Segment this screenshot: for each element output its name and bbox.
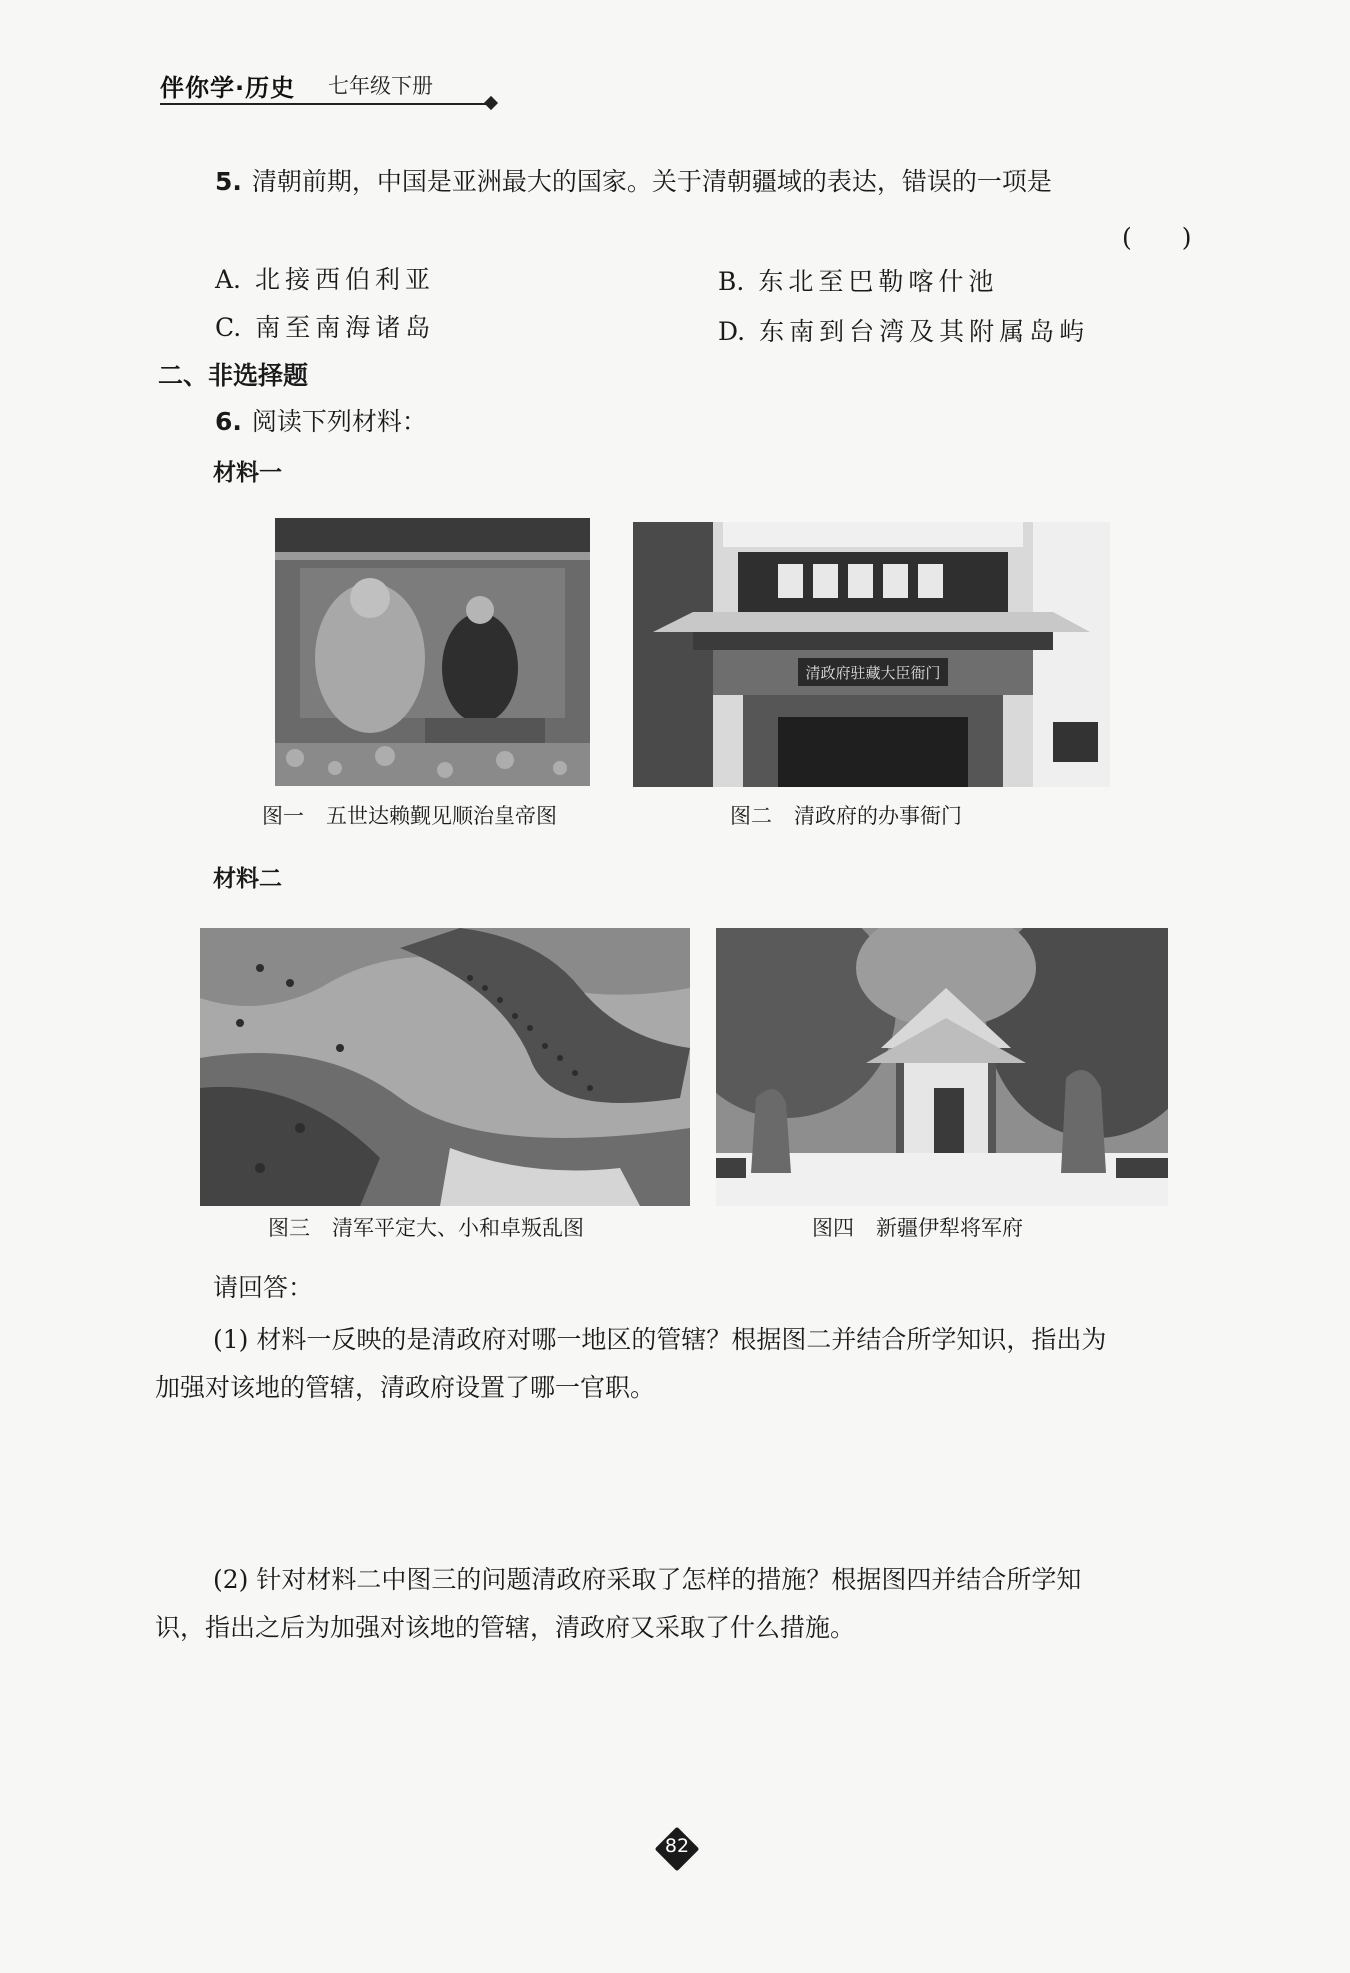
figure-4-image (716, 928, 1168, 1206)
option-b[interactable] (718, 262, 998, 298)
option-a[interactable] (215, 260, 435, 296)
section-title: 二、非选择题 (158, 361, 309, 390)
figure-2-title: 清政府的办事衙门 (794, 804, 962, 828)
option-c-text: 南至南海诸岛 (255, 313, 436, 342)
option-b-label: B. (718, 267, 745, 296)
figure-4-caption (812, 1212, 1023, 1242)
sub-question-1-line-1: (1) 材料一反映的是清政府对哪一地区的管辖？根据图二并结合所学知识，指出为 (213, 1325, 1107, 1354)
figure-2-caption (730, 800, 962, 830)
option-a-text: 北接西伯利亚 (255, 265, 436, 294)
option-b-text: 东北至巴勒喀什池 (758, 267, 999, 296)
sub-question-2-line-2: 识，指出之后为加强对该地的管辖，清政府又采取了什么措施。 (155, 1613, 856, 1642)
option-c[interactable] (215, 308, 435, 344)
option-d-label: D. (718, 317, 746, 346)
figure-1-number: 图一 (262, 804, 304, 828)
question-6-stem (215, 404, 427, 440)
material-1-label: 材料一 (213, 460, 282, 486)
option-a-label: A. (215, 265, 242, 294)
figure-4-title: 新疆伊犁将军府 (876, 1216, 1023, 1240)
figure-1-caption (262, 800, 557, 830)
figure-1-title: 五世达赖觐见顺治皇帝图 (326, 804, 557, 828)
question-5-number: 5. (215, 167, 242, 196)
question-5-text: 清朝前期，中国是亚洲最大的国家。关于清朝疆域的表达，错误的一项是 (251, 167, 1052, 196)
question-6-number: 6. (215, 407, 242, 436)
option-c-label: C. (215, 313, 242, 342)
material-2-label: 材料二 (213, 866, 282, 892)
book-brand: 伴你学·历史 (160, 74, 296, 102)
figure-3-caption (268, 1212, 584, 1242)
figure-3-title: 清军平定大、小和卓叛乱图 (332, 1216, 584, 1240)
question-6-text: 阅读下列材料： (251, 407, 427, 436)
page-number-badge (655, 1827, 699, 1871)
figure-4-number: 图四 (812, 1216, 854, 1240)
page-header (160, 68, 500, 104)
option-d[interactable] (718, 312, 1089, 348)
gate-sign-text: 清政府驻藏大臣衙门 (805, 664, 941, 682)
header-rule (160, 103, 490, 105)
book-grade: 七年级下册 (328, 74, 433, 98)
figure-1-image (275, 518, 590, 786)
sub-question-1-line-2: 加强对该地的管辖，清政府设置了哪一官职。 (155, 1373, 656, 1402)
figure-3-image (200, 928, 690, 1206)
question-5-stem (215, 164, 1052, 200)
figure-3-number: 图三 (268, 1216, 310, 1240)
sub-question-2-line-1: (2) 针对材料二中图三的问题清政府采取了怎样的措施？根据图四并结合所学知 (213, 1565, 1082, 1594)
page-number: 82 (664, 1835, 690, 1857)
answer-prompt: 请回答： (213, 1273, 314, 1302)
figure-2-image (633, 522, 1110, 787)
figure-2-number: 图二 (730, 804, 772, 828)
header-diamond-icon (484, 96, 498, 110)
answer-bracket: ( ) (1122, 223, 1192, 252)
option-d-text: 东南到台湾及其附属岛屿 (759, 317, 1090, 346)
